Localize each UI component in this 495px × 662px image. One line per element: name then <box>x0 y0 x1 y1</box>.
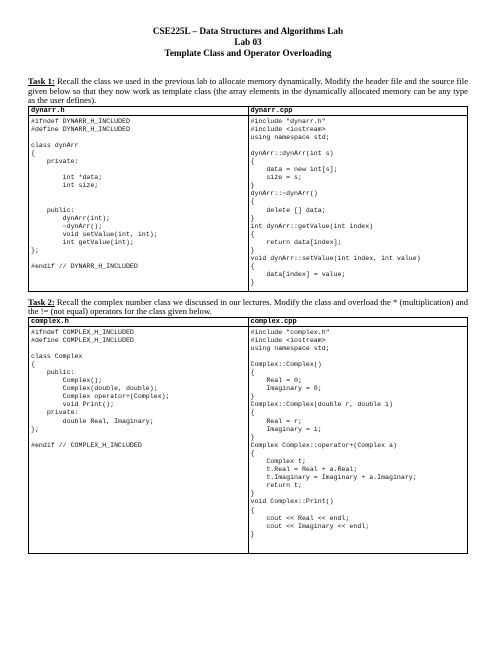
code-line: { <box>250 409 255 417</box>
code-line: double Real, Imaginary; <box>31 417 154 425</box>
code-line: dynArr::~dynArr() <box>250 190 318 198</box>
course-title: CSE225L – Data Structures and Algorithms Lab <box>152 26 344 36</box>
code-line: class Complex <box>31 352 83 360</box>
code-line: int *data; <box>31 174 103 182</box>
code-line: } <box>250 214 255 222</box>
task1-code-table <box>28 106 468 292</box>
code-line: Imaginary = 0; <box>250 385 322 393</box>
code-line: private: <box>31 409 79 417</box>
code-line: return data[index]; <box>250 238 342 246</box>
code-line: } <box>250 530 255 538</box>
code-line: delete [] data; <box>250 206 326 214</box>
task2-description <box>28 298 468 317</box>
code-line: void Complex::Print() <box>250 498 334 506</box>
code-line: { <box>31 149 35 157</box>
code-line: { <box>250 198 255 206</box>
code-line: #include "complex.h" <box>250 328 330 336</box>
code-line: Complex(); <box>31 377 103 385</box>
task2-code-table <box>28 317 468 554</box>
code-line: { <box>31 360 35 368</box>
task1-description <box>28 77 468 106</box>
code-line <box>31 190 248 198</box>
task2-label: Task 2: <box>28 296 55 307</box>
code-line: { <box>250 230 255 238</box>
code-line: } <box>250 182 255 190</box>
code-line <box>31 345 248 353</box>
code-line: public: <box>31 368 75 376</box>
code-line: { <box>250 368 255 376</box>
code-line: #endif // COMPLEX_H_INCLUDED <box>31 441 142 449</box>
code-line <box>251 353 468 361</box>
task2-text: Recall the complex number class we discussed in our lectures. Modify the class and overload the * (multiplication) and the != (not equal) operators for the class given below. <box>28 296 468 316</box>
code-line: return t; <box>250 482 302 490</box>
code-line: Real = 0; <box>250 377 302 385</box>
code-line <box>31 166 248 174</box>
code-line: } <box>250 393 255 401</box>
code-line: using namespace std; <box>250 133 330 141</box>
code-line: Complex operator+(Complex); <box>31 393 170 401</box>
code-line: Complex t; <box>250 458 306 465</box>
code-line: void Print(); <box>31 401 115 409</box>
code-line: { <box>250 263 255 271</box>
code-line: dynArr(int); <box>31 214 111 222</box>
document-header <box>28 26 468 59</box>
task2-left-title: complex.h <box>29 317 249 326</box>
code-line: private: <box>31 157 79 165</box>
code-line <box>31 134 248 142</box>
code-line: cout << Imaginary << endl; <box>250 522 370 530</box>
code-line: cout << Real << endl; <box>250 514 350 522</box>
dynarr-cpp-code <box>251 116 468 288</box>
code-line <box>31 255 248 263</box>
code-line: void setValue(int, int); <box>31 230 158 238</box>
code-line: dynArr::dynArr(int s) <box>250 149 334 157</box>
code-line: t.Real = Real + a.Real; <box>250 466 358 474</box>
code-line: Complex::Complex() <box>250 360 322 368</box>
code-line: data = new int[s]; <box>250 166 338 174</box>
code-line: } <box>250 490 255 498</box>
code-line <box>251 142 468 150</box>
code-line: Real = r; <box>250 417 302 425</box>
code-line: } <box>250 433 255 441</box>
document-page <box>28 26 468 554</box>
code-line: }; <box>31 425 39 433</box>
task1-right-title: dynarr.cpp <box>248 106 468 115</box>
code-line: #include "dynarr.h" <box>250 117 326 125</box>
code-line: Complex(double, double); <box>31 385 158 393</box>
code-line: t.Imaginary = Imaginary + a.Imaginary; <box>250 474 417 482</box>
code-line: int dynArr::getValue(int index) <box>250 222 374 230</box>
code-line: Complex::Complex(double r, double i) <box>250 401 393 409</box>
code-line: class dynArr <box>31 141 79 149</box>
code-line: } <box>250 279 255 287</box>
code-line: { <box>250 506 255 514</box>
code-line: int getValue(int); <box>31 238 134 246</box>
code-line: void dynArr::setValue(int index, int value) <box>250 255 421 263</box>
code-line: #endif // DYNARR_H_INCLUDED <box>31 263 138 271</box>
code-line <box>31 198 248 206</box>
lab-number: Lab 03 <box>234 37 262 47</box>
lab-title: Template Class and Operator Overloading <box>164 48 332 58</box>
task1-label: Task 1: <box>28 76 55 86</box>
code-line: } <box>250 247 255 254</box>
code-line: { <box>250 157 255 165</box>
code-line: #ifndef DYNARR_H_INCLUDED <box>31 117 130 125</box>
task2-right-title: complex.cpp <box>248 317 468 326</box>
code-line: public: <box>31 206 75 214</box>
code-line: data[index] = value; <box>250 271 346 279</box>
code-line: #include <iostream> <box>250 125 326 133</box>
code-line: Complex Complex::operator+(Complex a) <box>250 441 397 449</box>
code-line: #define DYNARR_H_INCLUDED <box>31 125 130 133</box>
task1-left-title: dynarr.h <box>29 106 249 115</box>
complex-h-code <box>31 327 248 450</box>
code-line: }; <box>31 247 39 254</box>
task1-text: Recall the class we used in the previous lab to allocate memory dynamically. Modify the header file and the source file given below so that they now work as template class (the array elements in the dynamically allocated memory can be any type as the user defines). <box>28 76 469 105</box>
code-line: #ifndef COMPLEX_H_INCLUDED <box>31 328 134 336</box>
code-line: { <box>250 449 255 457</box>
code-line: using namespace std; <box>250 344 330 352</box>
complex-cpp-code <box>251 327 468 539</box>
code-line: ~dynArr(); <box>31 222 103 230</box>
code-line: int size; <box>31 182 99 190</box>
code-line: #define COMPLEX_H_INCLUDED <box>31 336 134 344</box>
code-line: Imaginary = i; <box>250 425 322 433</box>
code-line: size = s; <box>250 174 302 182</box>
code-line: #include <iostream> <box>250 336 326 344</box>
code-line <box>31 434 248 442</box>
dynarr-h-code <box>31 116 248 272</box>
